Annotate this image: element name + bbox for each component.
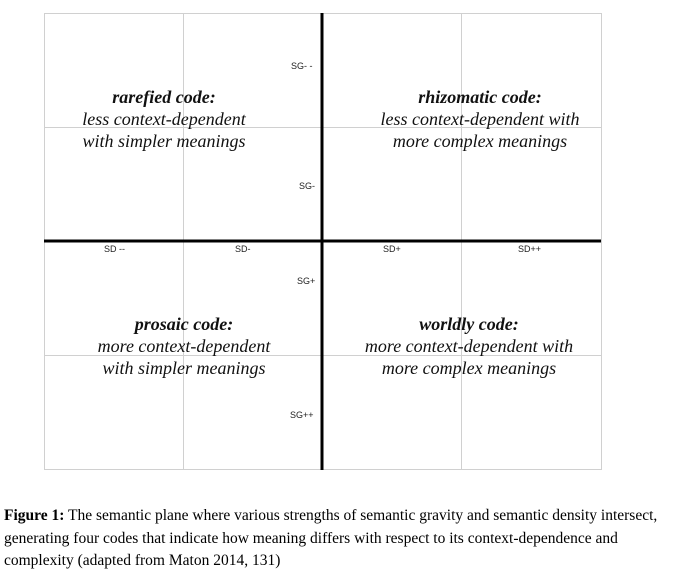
worldly-code-line-2: more complex meanings: [381, 358, 557, 378]
rarefied-code-line-2: with simpler meanings: [82, 131, 246, 151]
rhizomatic-code-title: rhizomatic code:: [418, 87, 542, 107]
axis-label-sd-weakest: SD --: [104, 244, 125, 254]
rhizomatic-code-line-2: more complex meanings: [392, 131, 568, 151]
rhizomatic-code-line-1: less context-dependent with: [380, 109, 580, 129]
rarefied-code-line-1: less context-dependent: [82, 109, 246, 129]
axis-label-sd-strong: SD+: [383, 244, 401, 254]
axis-label-sg-weak: SG-: [299, 181, 316, 191]
prosaic-code-line-1: more context-dependent: [97, 336, 271, 356]
worldly-code-title: worldly code:: [419, 314, 519, 334]
axis-label-sg-weakest: SG- -: [291, 61, 313, 71]
rarefied-code-title: rarefied code:: [112, 87, 216, 107]
prosaic-code-title: prosaic code:: [134, 314, 234, 334]
worldly-code-line-1: more context-dependent with: [364, 336, 574, 356]
prosaic-code-line-2: with simpler meanings: [102, 358, 266, 378]
prosaic-code-text: [62, 313, 306, 379]
figure-caption-label: Figure 1:: [4, 507, 65, 524]
rhizomatic-code-text: [350, 86, 610, 152]
axis-label-sg-strong: SG+: [297, 276, 316, 286]
figure-caption-text: The semantic plane where various strengths of semantic gravity and semantic density intersect, generating four codes that indicate how meaning differs with respect to its context-dependence and complexity (adapted from Maton 2014, 131): [4, 507, 658, 569]
axis-label-sd-weak: SD-: [235, 244, 251, 254]
figure-caption: [4, 505, 684, 573]
rarefied-code-text: [54, 86, 274, 152]
axis-label-sg-strongest: SG++: [290, 410, 314, 420]
worldly-code-text: [338, 313, 600, 379]
axis-label-sd-strongest: SD++: [518, 244, 542, 254]
